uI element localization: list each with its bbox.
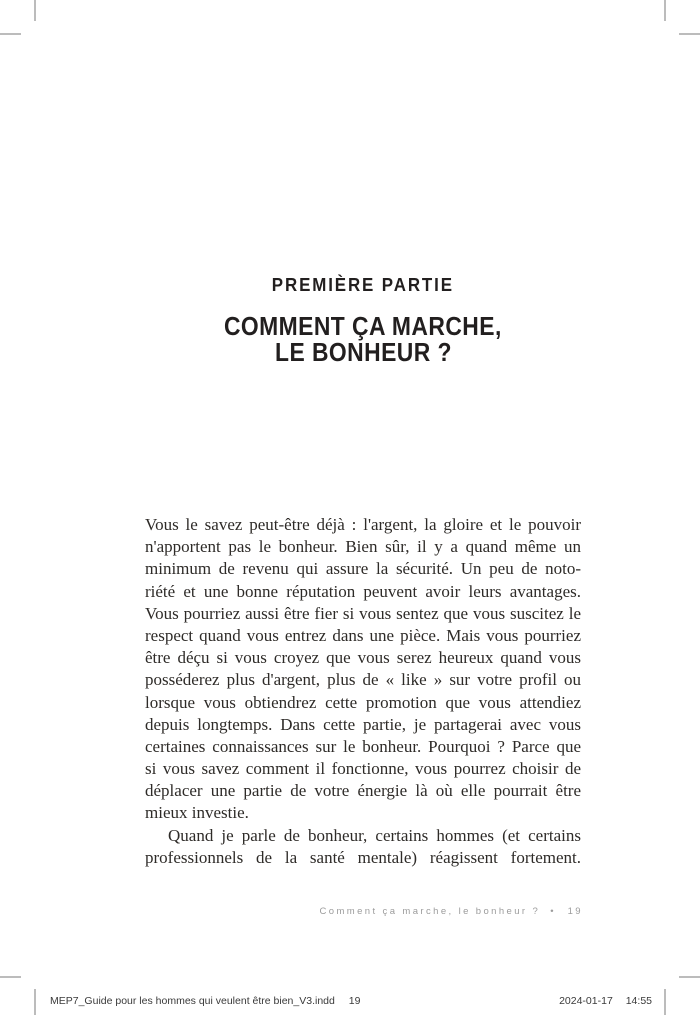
part-title-line-1-text: COMMENT ÇA MARCHE, [224, 311, 502, 341]
crop-mark-bottom-left-horizontal [0, 976, 21, 978]
body-line: certaines connaissances sur le bonheur. Pourquoi ? Parce que [145, 736, 581, 756]
crop-mark-top-left-horizontal [0, 33, 21, 35]
part-kicker [145, 275, 581, 296]
crop-mark-top-right-vertical [664, 0, 666, 21]
part-title-line-2 [145, 337, 581, 367]
body-line: respect quand vous entrez dans une pièce. Mais vous pourriez [145, 625, 581, 645]
slug-page-number: 19 [348, 995, 361, 1007]
crop-mark-top-right-horizontal [679, 33, 700, 35]
part-title-line-2-text: LE BONHEUR ? [274, 337, 452, 367]
slug-file-info [50, 995, 360, 1007]
slug-date: 2024-01-17 [559, 995, 613, 1007]
body-line: n'apportent pas le bonheur. Bien sûr, il y a quand même un [145, 537, 581, 557]
page-number: 19 [567, 906, 583, 917]
crop-mark-bottom-right-vertical [664, 989, 666, 1015]
body-line: Vous pourriez aussi être fier si vous sentez que vous suscitez le [145, 603, 581, 623]
body-line: riété et une bonne réputation peuvent avoir leurs avantages. [145, 581, 581, 601]
slug-time: 14:55 [625, 995, 652, 1007]
body-line: mieux investie. [145, 803, 249, 823]
running-footer-chapter: Comment ça marche, le bonheur ? [319, 906, 541, 917]
running-footer [145, 906, 583, 917]
body-line: minimum de revenu qui assure la sécurité. Un peu de noto- [145, 559, 581, 579]
body-line: Vous le savez peut-être déjà : l'argent, la gloire et le pouvoir [145, 515, 581, 534]
body-line: posséderez plus d'argent, plus de « like » sur votre profil ou [145, 670, 581, 690]
body-text [145, 514, 581, 869]
body-line: lorsque vous obtiendrez cette promotion que vous attendiez [145, 692, 581, 712]
crop-mark-bottom-left-vertical [34, 989, 36, 1015]
crop-mark-bottom-right-horizontal [679, 976, 700, 978]
body-line: déplacer une partie de votre énergie là où elle pourrait être [145, 781, 581, 801]
body-line: depuis longtemps. Dans cette partie, je partagerai avec vous [145, 714, 581, 734]
body-line: si vous savez comment il fonctionne, vous pourrez choisir de [145, 759, 581, 779]
part-title-line-1 [145, 311, 581, 341]
slug-filename: MEP7_Guide pour les hommes qui veulent être bien_V3.indd [50, 995, 335, 1007]
part-kicker-label: PREMIÈRE PARTIE [271, 275, 455, 295]
crop-mark-top-left-vertical [34, 0, 36, 21]
bullet-separator: • [550, 906, 554, 917]
body-line: professionnels de la santé mentale) réagissent fortement. [145, 847, 581, 867]
slug-timestamp [559, 995, 652, 1007]
body-line: être déçu si vous croyez que vous serez heureux quand vous [145, 648, 581, 668]
part-title [145, 311, 581, 367]
body-line: Quand je parle de bonheur, certains hommes (et certains [168, 825, 581, 845]
